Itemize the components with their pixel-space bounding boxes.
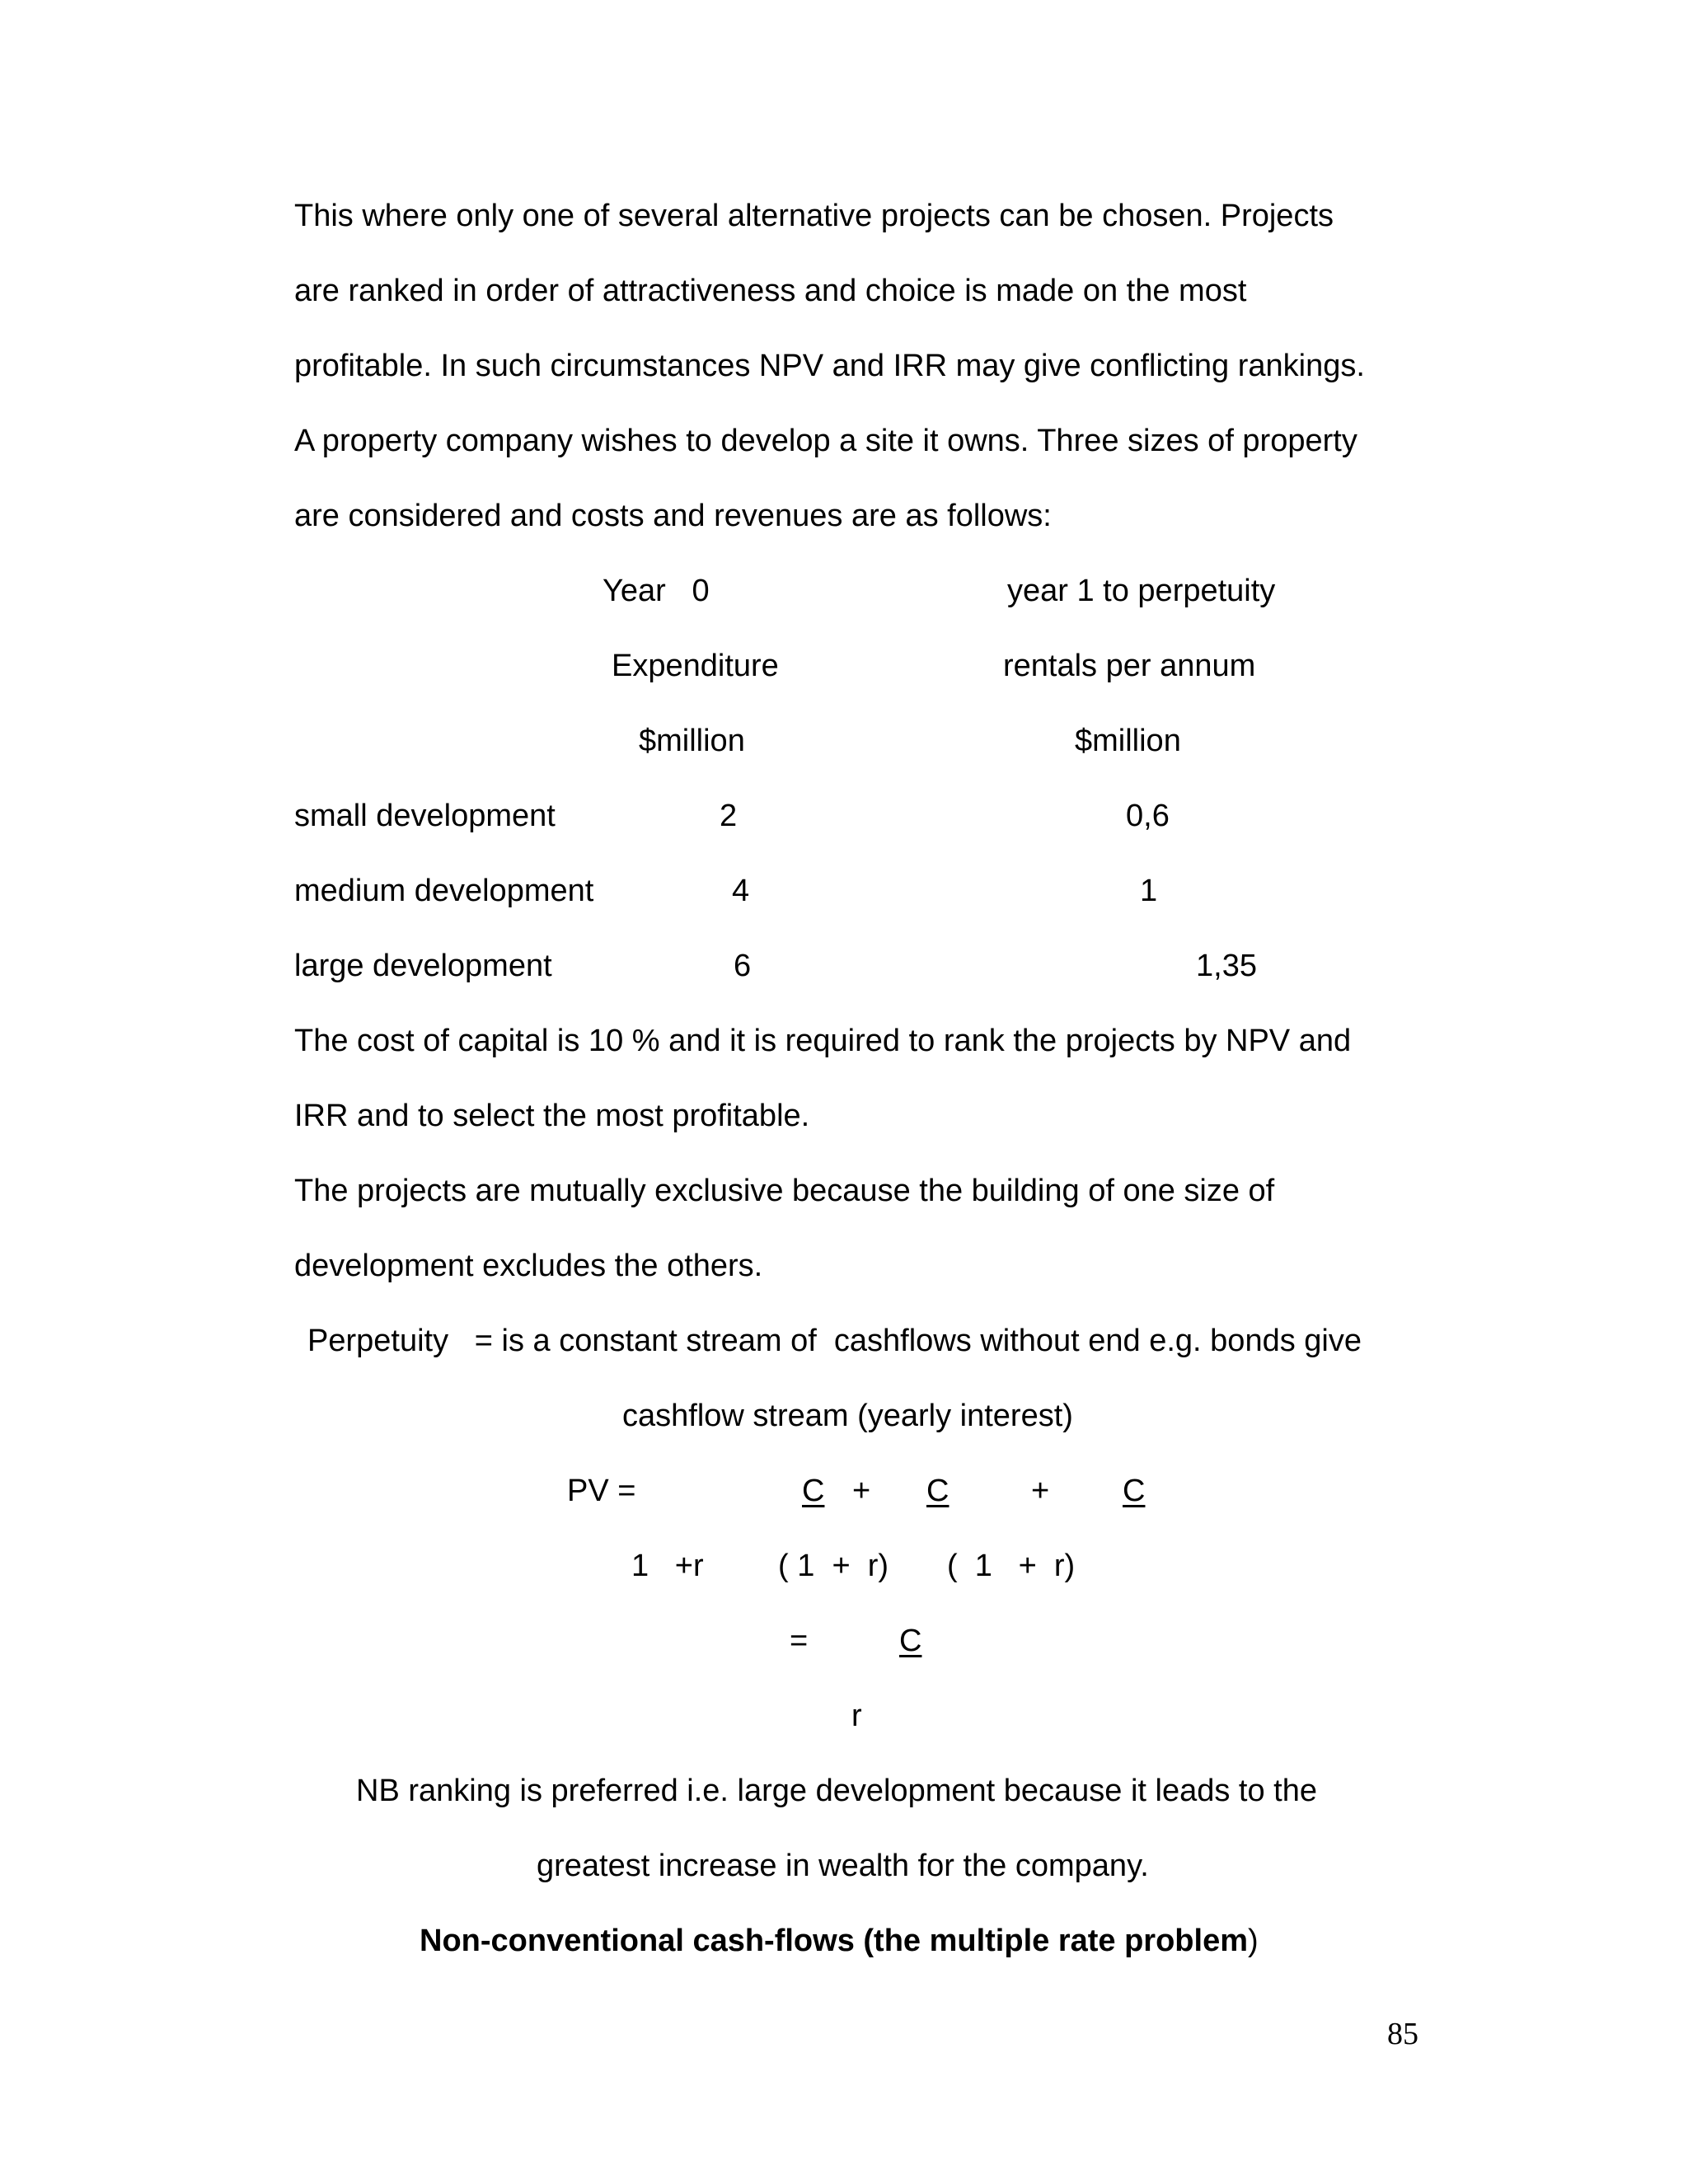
section-heading <box>420 1922 1259 1960</box>
table-cell-rentals: 1,35 <box>1196 949 1257 983</box>
table-cell-rentals: 0,6 <box>1126 799 1170 833</box>
paragraph-line: development excludes the others. <box>294 1249 763 1283</box>
nb-note: NB ranking is preferred i.e. large development because it leads to the <box>356 1774 1317 1808</box>
formula-denominator: ( 1 + r) <box>778 1549 889 1583</box>
section-heading-text: Non-conventional cash-flows (the multiple rate problem <box>420 1924 1248 1958</box>
formula-pv: PV = <box>567 1474 636 1508</box>
table-col1-header: $million <box>639 724 745 758</box>
formula-denominator: ( 1 + r) <box>947 1549 1076 1583</box>
page-number: 85 <box>1387 2017 1418 2051</box>
paragraph-line: cashflow stream (yearly interest) <box>622 1399 1073 1433</box>
formula-denominator: 1 +r <box>631 1549 704 1583</box>
formula-plus: + <box>852 1474 871 1508</box>
nb-note: greatest increase in wealth for the company. <box>537 1849 1149 1883</box>
section-heading-paren: ) <box>1248 1924 1259 1958</box>
table-cell-rentals: 1 <box>1140 874 1158 908</box>
table-col1-header: Year 0 <box>603 574 710 608</box>
table-col2-header: rentals per annum <box>1003 649 1256 683</box>
table-col2-header: year 1 to perpetuity <box>1007 574 1276 608</box>
formula-plus: + <box>1031 1474 1050 1508</box>
formula-numerator: C <box>926 1474 950 1508</box>
table-col2-header: $million <box>1075 724 1181 758</box>
table-row-label: medium development <box>294 874 594 908</box>
perpetuity-definition: Perpetuity = is a constant stream of cashflows without end e.g. bonds give <box>307 1324 1362 1358</box>
formula-numerator: C <box>802 1474 825 1508</box>
paragraph-line: This where only one of several alternative projects can be chosen. Projects <box>294 199 1334 233</box>
paragraph-line: The projects are mutually exclusive because the building of one size of <box>294 1174 1275 1208</box>
formula-equals: = <box>790 1624 809 1658</box>
table-col1-header: Expenditure <box>612 649 779 683</box>
paragraph-line: are ranked in order of attractiveness and choice is made on the most <box>294 274 1247 308</box>
table-row-label: small development <box>294 799 556 833</box>
paragraph-line: are considered and costs and revenues are as follows: <box>294 499 1052 533</box>
table-cell-expenditure: 6 <box>734 949 752 983</box>
paragraph-line: IRR and to select the most profitable. <box>294 1099 810 1133</box>
paragraph-line: The cost of capital is 10 % and it is required to rank the projects by NPV and <box>294 1024 1352 1058</box>
paragraph-line: A property company wishes to develop a site it owns. Three sizes of property <box>294 424 1357 458</box>
paragraph-line: profitable. In such circumstances NPV and IRR may give conflicting rankings. <box>294 349 1365 383</box>
formula-denominator: r <box>851 1699 862 1733</box>
table-cell-expenditure: 2 <box>720 799 738 833</box>
formula-numerator: C <box>1123 1474 1146 1508</box>
table-cell-expenditure: 4 <box>732 874 750 908</box>
formula-numerator: C <box>899 1624 922 1658</box>
table-row-label: large development <box>294 949 552 983</box>
